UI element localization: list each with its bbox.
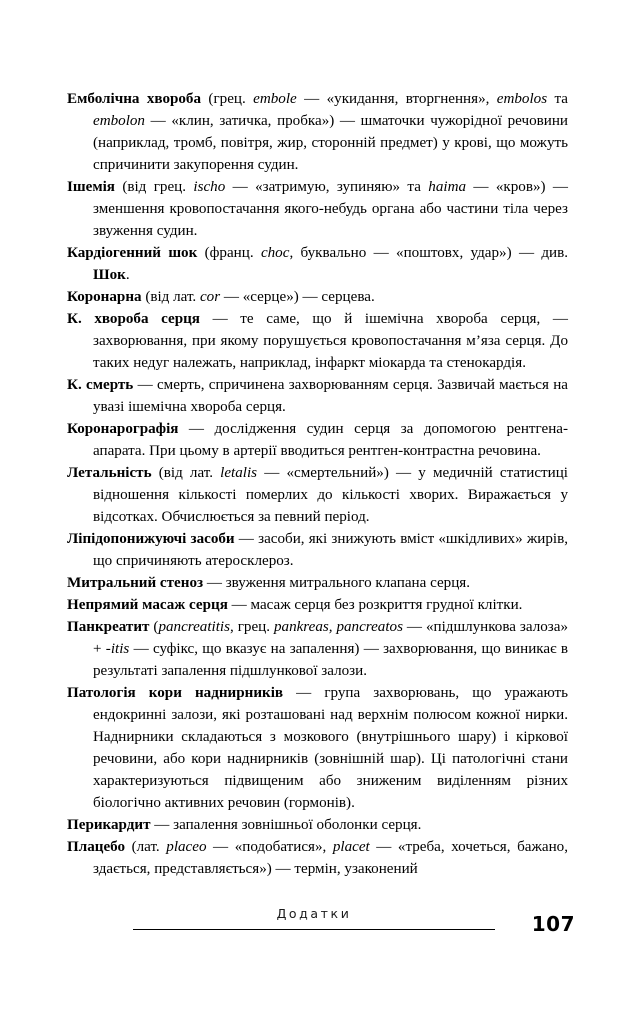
glossary-term: Ліпідопонижуючі засоби [67,531,235,547]
glossary-list [67,88,568,880]
definition-text: ( [149,619,159,635]
definition-text: , грец. [230,619,274,635]
etymology-term: embolos [496,91,548,107]
glossary-entry [67,286,568,308]
definition-text: . [125,267,130,283]
glossary-entry [67,418,568,462]
glossary-entry [67,682,568,814]
page-footer [0,906,634,966]
definition-text: — «затримую, зупиняю» та [225,179,429,195]
glossary-term: Митральний стеноз [67,575,204,591]
definition-text: — засоби, які знижують вміст «шкідливих» жирів, що спричиняють атеросклероз. [93,531,568,569]
etymology-term: embolon [93,113,145,129]
etymology-term: cor [199,289,221,305]
definition-text: (від лат. [141,289,200,305]
definition-text: — «смертельний») — у медичній статистиці відношення кількості померлих до кількості хворих. Виражається у відсотках. Обчислюється за певний період. [93,465,568,525]
definition-text: — «підшлункова залоза» + [93,619,569,657]
definition-text: та [547,91,568,107]
glossary-term: Ішемія [67,179,115,195]
glossary-entry [67,616,568,682]
glossary-term: Летальність [67,465,152,481]
definition-text: — «подобатися», [206,839,333,855]
definition-text: (від лат. [151,465,221,481]
glossary-entry [67,242,568,286]
running-head: Додатки [276,906,352,921]
glossary-term: Плацебо [67,839,126,855]
definition-text: — те саме, що й ішемічна хвороба серця, — захворювання, при якому порушується кровопостачання м’яза серця. До таких недуг належать, наприклад, інфаркт міокарда та стенокардія. [93,311,568,371]
cross-reference: Шок [93,267,126,283]
definition-text: — звуження митрального клапана серця. [203,575,471,591]
glossary-term: Непрямий масаж серця [67,597,228,613]
definition-text: — «серце») — серцева. [220,289,375,305]
etymology-term: haima [428,179,467,195]
definition-text: — «треба, хочеться, бажано, здається, представляється») — термін, узаконений [93,839,568,877]
etymology-term: ischo [193,179,226,195]
glossary-entry [67,814,568,836]
glossary-term: К. смерть [67,377,134,393]
glossary-term: Патологія кори наднирників [67,685,284,701]
glossary-entry [67,572,568,594]
definition-text: , буквально — «поштовх, удар») — див. [289,245,569,261]
glossary-entry [67,374,568,418]
etymology-term: pancreatitis [158,619,231,635]
glossary-term: К. хвороба серця [67,311,200,327]
etymology-term: placeo [166,839,207,855]
etymology-term: -itis [105,641,130,657]
definition-text: — суфікс, що вказує на запалення) — захворювання, що виникає в результаті запалення підшлункової залози. [93,641,568,679]
glossary-term: Перикардит [67,817,151,833]
glossary-entry [67,528,568,572]
definition-text: (грец. [201,91,254,107]
footer-divider [133,929,495,930]
glossary-entry [67,308,568,374]
definition-text: — група захворювань, що уражають ендокринні залози, які розташовані над верхнім полюсом кожної нирки. Наднирники складаються з мозкового (внутрішнього шару) і кіркової речовини, або кори наднирників (зовнішній шар). Ці патологічні стани характеризуються підвищеним або зниженим виділенням різних біологічно активних речовин (гормонів). [93,685,568,811]
etymology-term: letalis [220,465,258,481]
page-number: 107 [531,912,575,936]
etymology-term: embole [253,91,297,107]
glossary-entry [67,594,568,616]
definition-text: — запалення зовнішньої оболонки серця. [150,817,422,833]
etymology-term: choc [260,245,290,261]
definition-text: (від грец. [114,179,194,195]
definition-text: — смерть, спричинена захворюванням серця. Зазвичай мається на увазі ішемічна хвороба серця. [93,377,568,415]
glossary-term: Кардіогенний шок [67,245,198,261]
glossary-entry [67,176,568,242]
definition-text: — «укидання, вторгнення», [296,91,497,107]
etymology-term: pankreas, pancreatos [273,619,403,635]
glossary-entry [67,462,568,528]
glossary-term: Коронарографія [67,421,179,437]
glossary-entry [67,88,568,176]
etymology-term: placet [332,839,370,855]
glossary-term: Коронарна [67,289,142,305]
definition-text: — «клин, затичка, пробка») — шматочки чужорідної речовини (наприклад, тромб, повітря, жир, сторонній предмет) у крові, що можуть спричинити закупорення судин. [93,113,568,173]
glossary-entry [67,836,568,880]
glossary-term: Емболічна хвороба [67,91,202,107]
definition-text: — «кров») — зменшення кровопостачання якого-небудь органа або частини тіла через звуження судин. [93,179,568,239]
glossary-term: Панкреатит [67,619,150,635]
definition-text: — дослідження судин серця за допомогою рентгена-апарата. При цьому в артерії вводиться рентген-контрастна речовина. [93,421,568,459]
definition-text: (лат. [125,839,167,855]
definition-text: — масаж серця без розкриття грудної клітки. [227,597,523,613]
definition-text: (франц. [197,245,261,261]
